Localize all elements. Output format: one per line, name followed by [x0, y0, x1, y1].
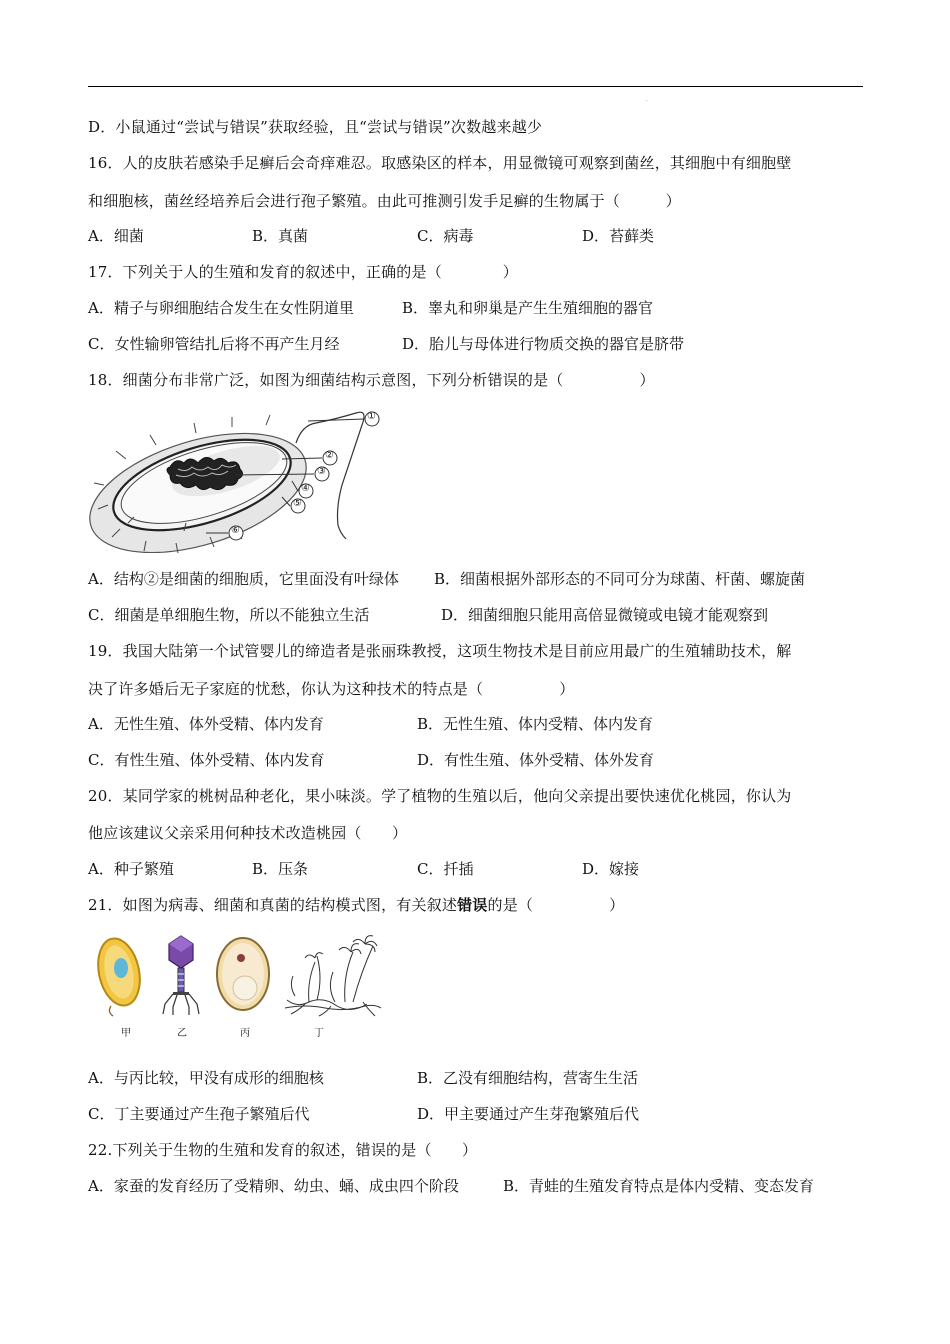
- q17-option-c: C．女性输卵管结扎后将不再产生月经: [88, 335, 340, 353]
- q21-option-a: A．与丙比较，甲没有成形的细胞核: [88, 1069, 324, 1087]
- q18-stem: 18．细菌分布非常广泛，如图为细菌结构示意图，下列分析错误的是（ ）: [88, 371, 655, 389]
- q16-stem-line1: 16．人的皮肤若感染手足癣后会奇痒难忍。取感染区的样本，用显微镜可观察到菌丝，其细胞中有细胞壁: [88, 154, 792, 172]
- q20-stem-line2: 他应该建议父亲采用何种技术改造桃园（ ）: [88, 824, 408, 842]
- q21-stem: [88, 895, 624, 915]
- q19-option-b: B．无性生殖、体内受精、体内发育: [417, 715, 654, 733]
- q22-option-a: A．家蚕的发育经历了受精卵、幼虫、蛹、成虫四个阶段: [88, 1177, 459, 1195]
- q16-option-c: C．病毒: [417, 227, 474, 245]
- q17-option-b: B．睾丸和卵巢是产生生殖细胞的器官: [402, 299, 654, 317]
- fig21-mold: [285, 936, 381, 1016]
- q16-option-b: B．真菌: [252, 227, 309, 245]
- q18-option-d: D．细菌细胞只能用高倍显微镜或电镜才能观察到: [441, 606, 769, 624]
- header-rule: [88, 86, 863, 87]
- q18-option-a: A．结构②是细菌的细胞质，它里面没有叶绿体: [88, 570, 399, 588]
- q21-stem-post: 的是（ ）: [487, 896, 625, 914]
- q17-option-a: A．精子与卵细胞结合发生在女性阴道里: [88, 299, 354, 317]
- q21-stem-emphasis: 错误: [457, 896, 488, 914]
- q20-stem-line1: 20．某同学家的桃树品种老化，果小味淡。学了植物的生殖以后，他向父亲提出要快速优化桃园，你认为: [88, 787, 792, 805]
- fig21-label-bing: 丙: [240, 1028, 250, 1039]
- q19-stem-line2: 决了许多婚后无子家庭的忧愁，你认为这种技术的特点是（ ）: [88, 680, 575, 698]
- q21-option-d: D．甲主要通过产生芽孢繁殖后代: [417, 1105, 640, 1123]
- fig21-label-yi: 乙: [177, 1028, 187, 1039]
- fig21-label-jia: 甲: [121, 1028, 131, 1039]
- q19-stem-line1: 19．我国大陆第一个试管婴儿的缔造者是张丽珠教授，这项生物技术是目前应用最广的生殖辅助技术，解: [88, 642, 792, 660]
- q18-option-b: B．细菌根据外部形态的不同可分为球菌、杆菌、螺旋菌: [434, 570, 806, 588]
- fig21-label-ding: 丁: [314, 1028, 324, 1039]
- q21-option-b: B．乙没有细胞结构，营寄生生活: [417, 1069, 639, 1087]
- q19-option-c: C．有性生殖、体外受精、体内发育: [88, 751, 325, 769]
- q20-option-c: C．扦插: [417, 860, 474, 878]
- fig18-label-5: ⑤: [293, 498, 302, 509]
- fig18-label-4: ④: [301, 483, 310, 494]
- fig18-label-6: ⑥: [231, 525, 240, 536]
- q19-option-a: A．无性生殖、体外受精、体内发育: [88, 715, 324, 733]
- q20-option-a: A．种子繁殖: [88, 860, 174, 878]
- q16-stem-line2: 和细胞核，菌丝经培养后会进行孢子繁殖。由此可推测引发手足癣的生物属于（ ）: [88, 192, 681, 210]
- microbes-figure: [95, 930, 385, 1022]
- fig18-label-3: ③: [317, 466, 326, 477]
- q22-stem: 22.下列关于生物的生殖和发育的叙述，错误的是（ ）: [88, 1141, 478, 1159]
- q21-option-c: C．丁主要通过产生孢子繁殖后代: [88, 1105, 310, 1123]
- q19-option-d: D．有性生殖、体外受精、体外发育: [417, 751, 655, 769]
- fig21-yeast: [217, 938, 269, 1010]
- fig18-label-1: ①: [367, 411, 376, 422]
- q20-option-b: B．压条: [252, 860, 309, 878]
- q20-option-d: D．嫁接: [582, 860, 640, 878]
- q15-option-d: D．小鼠通过“尝试与错误”获取经验，且“尝试与错误”次数越来越少: [88, 118, 543, 136]
- q21-stem-pre: 21．如图为病毒、细菌和真菌的结构模式图，有关叙述: [88, 896, 458, 914]
- q17-stem: 17．下列关于人的生殖和发育的叙述中，正确的是（ ）: [88, 263, 518, 281]
- header-dot: .: [646, 96, 648, 103]
- q16-option-a: A．细菌: [88, 227, 144, 245]
- q17-option-d: D．胎儿与母体进行物质交换的器官是脐带: [402, 335, 685, 353]
- fig18-label-2: ②: [325, 450, 334, 461]
- q22-option-b: B．青蛙的生殖发育特点是体内受精、变态发育: [503, 1177, 815, 1195]
- fig21-virus: [163, 936, 199, 1015]
- q16-option-d: D．苔藓类: [582, 227, 655, 245]
- q18-option-c: C．细菌是单细胞生物，所以不能独立生活: [88, 606, 370, 624]
- fig21-bacterium: [95, 935, 146, 1016]
